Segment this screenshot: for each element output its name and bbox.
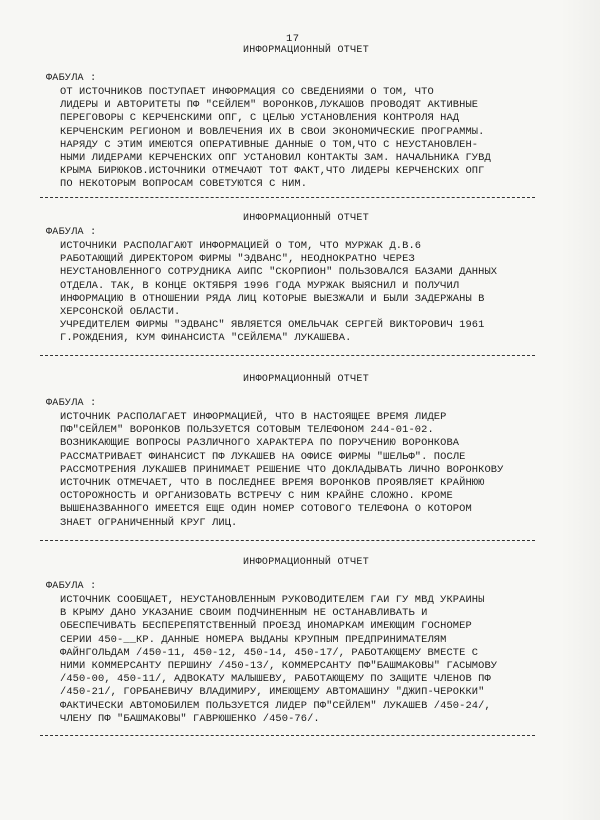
report-title: ИНФОРМАЦИОННЫЙ ОТЧЕТ: [242, 45, 370, 56]
text-line: ИСТОЧНИКИ РАСПОЛАГАЮТ ИНФОРМАЦИЕЙ О ТОМ, ЧТО МУРЖАК Д.В.6: [60, 240, 422, 252]
text-line: ПО НЕКОТОРЫМ ВОПРОСАМ СОВЕТУЮТСЯ С НИМ.: [60, 178, 308, 191]
section-divider: [40, 735, 535, 736]
text-line: ОСТОРОЖНОСТЬ И ОРГАНИЗОВАТЬ ВСТРЕЧУ С НИМ КРАЙНЕ СЛОЖНО. КРОМЕ: [60, 490, 453, 503]
fabula-label: ФАБУЛА :: [46, 581, 97, 592]
text-line: ИНФОРМАЦИЮ В ОТНОШЕНИИ РЯДА ЛИЦ КОТОРЫЕ ВЫЕЗЖАЛИ И БЫЛИ ЗАДЕРЖАНЫ В: [60, 292, 485, 305]
text-line: НАРЯДУ С ЭТИМ ИМЕЮТСЯ ОПЕРАТИВНЫЕ ДАННЫЕ О ТОМ,ЧТО С НЕУСТАНОВЛЕН-: [60, 138, 479, 151]
report-title: ИНФОРМАЦИОННЫЙ ОТЧЕТ: [242, 213, 370, 224]
text-line: НИМИ КОММЕРСАНТУ ПЕРШИНУ /450-13/, КОММЕРСАНТУ ПФ"БАШМАКОВЫ" ГАСЫМОВУ: [60, 660, 498, 673]
text-line: УЧРЕДИТЕЛЕМ ФИРМЫ "ЭДВАНС" ЯВЛЯЕТСЯ ОМЕЛЬЧАК СЕРГЕЙ ВИКТОРОВИЧ 1961: [60, 319, 485, 332]
text-line: ВОЗНИКАЮЩИЕ ВОПРОСЫ РАЗЛИЧНОГО ХАРАКТЕРА ПО ПОРУЧЕНИЮ ВОРОНКОВА: [60, 437, 460, 450]
text-line: ИСТОЧНИК РАСПОЛАГАЕТ ИНФОРМАЦИЕЙ, ЧТО В НАСТОЯЩЕЕ ВРЕМЯ ЛИДЕР: [60, 411, 447, 423]
paragraph: [0, 411, 600, 530]
text-line: СЕРИИ 450-__КР. ДАННЫЕ НОМЕРА ВЫДАНЫ КРУПНЫМ ПРЕДПРИНИМАТЕЛЯМ: [60, 633, 447, 646]
text-line: РАБОТАЮЩИЙ ДИРЕКТОРОМ ФИРМЫ "ЭДВАНС", НЕОДНОКРАТНО ЧЕРЕЗ: [60, 253, 415, 266]
text-line: КРЫМА БИРЮКОВ.ИСТОЧНИКИ ОТМЕЧАЮТ ТОТ ФАКТ,ЧТО ЛИДЕРЫ КЕРЧЕНСКИХ ОПГ: [60, 165, 485, 178]
page-number: 17: [286, 33, 300, 45]
scan-shadow: [560, 0, 600, 820]
section-divider: [40, 540, 535, 541]
text-line: ВЫШЕНАЗВАННОГО ИМЕЕТСЯ ЕЩЕ ОДИН НОМЕР СОТОВОГО ТЕЛЕФОНА О КОТОРОМ: [60, 503, 472, 516]
text-line: НЕУСТАНОВЛЕННОГО СОТРУДНИКА АИПС "СКОРПИОН" ПОЛЬЗОВАЛСЯ БАЗАМИ ДАННЫХ: [60, 266, 498, 279]
fabula-label: ФАБУЛА :: [46, 227, 97, 238]
text-line: ОТДЕЛА. ТАК, В КОНЦЕ ОКТЯБРЯ 1996 ГОДА МУРЖАК ВЫЯСНИЛ И ПОЛУЧИЛ: [60, 279, 460, 292]
paragraph: [0, 240, 600, 346]
text-line: ХЕРСОНСКОЙ ОБЛАСТИ.: [60, 306, 181, 319]
text-line: /450-00, 450-11/, АДВОКАТУ МАЛЫШЕВУ, РАБОТАЮЩЕМУ ПО ЗАЩИТЕ ЧЛЕНОВ ПФ: [60, 673, 491, 686]
text-line: РАССМОТРЕНИЯ ЛУКАШЕВ ПРИНИМАЕТ РЕШЕНИЕ ЧТО ДОКЛАДЫВАТЬ ЛИЧНО ВОРОНКОВУ: [60, 463, 504, 476]
section-divider: [40, 355, 535, 356]
text-line: РАССМАТРИВАЕТ ФИНАНСИСТ ПФ ЛУКАШЕВ НА ОФИСЕ ФИРМЫ "ШЕЛЬФ". ПОСЛЕ: [60, 450, 466, 463]
text-line: КЕРЧЕНСКИМ РЕГИОНОМ И ВОВЛЕЧЕНИЯ ИХ В СВОИ ЭКОНОМИЧЕСКИЕ ПРОГРАММЫ.: [60, 125, 485, 138]
text-line: ФАКТИЧЕСКИ АВТОМОБИЛЕМ ПОЛЬЗУЕТСЯ ЛИДЕР ПФ"СЕЙЛЕМ" ЛУКАШЕВ /450-24/,: [60, 699, 491, 712]
fabula-label: ФАБУЛА :: [46, 398, 97, 409]
text-line: ФАЙНГОЛЬДАМ /450-11, 450-12, 450-14, 450-17/, РАБОТАЮЩЕМУ ВМЕСТЕ С: [60, 646, 479, 659]
text-line: ОТ ИСТОЧНИКОВ ПОСТУПАЕТ ИНФОРМАЦИЯ СО СВЕДЕНИЯМИ О ТОМ, ЧТО: [60, 86, 434, 98]
text-line: ЧЛЕНУ ПФ "БАШМАКОВЫ" ГАВРЮШЕНКО /450-76/.: [60, 712, 320, 725]
text-line: ПФ"СЕЙЛЕМ" ВОРОНКОВ ПОЛЬЗУЕТСЯ СОТОВЫМ ТЕЛЕФОНОМ 244-01-02.: [60, 424, 434, 437]
paragraph: [0, 86, 600, 192]
text-line: ОБЕСПЕЧИВАТЬ БЕСПЕРЕПЯТСТВЕННЫЙ ПРОЕЗД ИНОМАРКАМ ИМЕЮЩИМ ГОСНОМЕР: [60, 620, 472, 633]
report-section-1: [0, 45, 600, 192]
text-line: ИСТОЧНИК СООБЩАЕТ, НЕУСТАНОВЛЕННЫМ РУКОВОДИТЕЛЕМ ГАИ ГУ МВД УКРАИНЫ: [60, 594, 485, 606]
text-line: Г.РОЖДЕНИЯ, КУМ ФИНАНСИСТА "СЕЙЛЕМА" ЛУКАШЕВА.: [60, 332, 352, 345]
paragraph: [0, 594, 600, 726]
text-line: /450-21/, ГОРБАНЕВИЧУ ВЛАДИМИРУ, ИМЕЮЩЕМУ АВТОМАШИНУ "ДЖИП-ЧЕРОККИ": [60, 686, 485, 699]
report-title: ИНФОРМАЦИОННЫЙ ОТЧЕТ: [242, 557, 370, 568]
report-section-3: [0, 374, 600, 530]
text-line: НЫМИ ЛИДЕРАМИ КЕРЧЕНСКИХ ОПГ УСТАНОВИЛ КОНТАКТЫ ЗАМ. НАЧАЛЬНИКА ГУВД: [60, 152, 491, 165]
fabula-label: ФАБУЛА :: [46, 73, 97, 84]
text-line: ИСТОЧНИК ОТМЕЧАЕТ, ЧТО В ПОСЛЕДНЕЕ ВРЕМЯ ВОРОНКОВ ПРОЯВЛЯЕТ КРАЙНЮЮ: [60, 477, 485, 490]
text-line: ЗНАЕТ ОГРАНИЧЕННЫЙ КРУГ ЛИЦ.: [60, 516, 238, 529]
text-line: ЛИДЕРЫ И АВТОРИТЕТЫ ПФ "СЕЙЛЕМ" ВОРОНКОВ,ЛУКАШОВ ПРОВОДЯТ АКТИВНЫЕ: [60, 99, 479, 112]
text-line: ПЕРЕГОВОРЫ С КЕРЧЕНСКИМИ ОПГ, С ЦЕЛЬЮ УСТАНОВЛЕНИЯ КОНТРОЛЯ НАД: [60, 112, 460, 125]
report-section-4: [0, 557, 600, 726]
section-divider: [40, 197, 535, 198]
report-title: ИНФОРМАЦИОННЫЙ ОТЧЕТ: [242, 374, 370, 385]
report-section-2: [0, 213, 600, 346]
text-line: В КРЫМУ ДАНО УКАЗАНИЕ СВОИМ ПОДЧИНЕННЫМ НЕ ОСТАНАВЛИВАТЬ И: [60, 607, 428, 620]
